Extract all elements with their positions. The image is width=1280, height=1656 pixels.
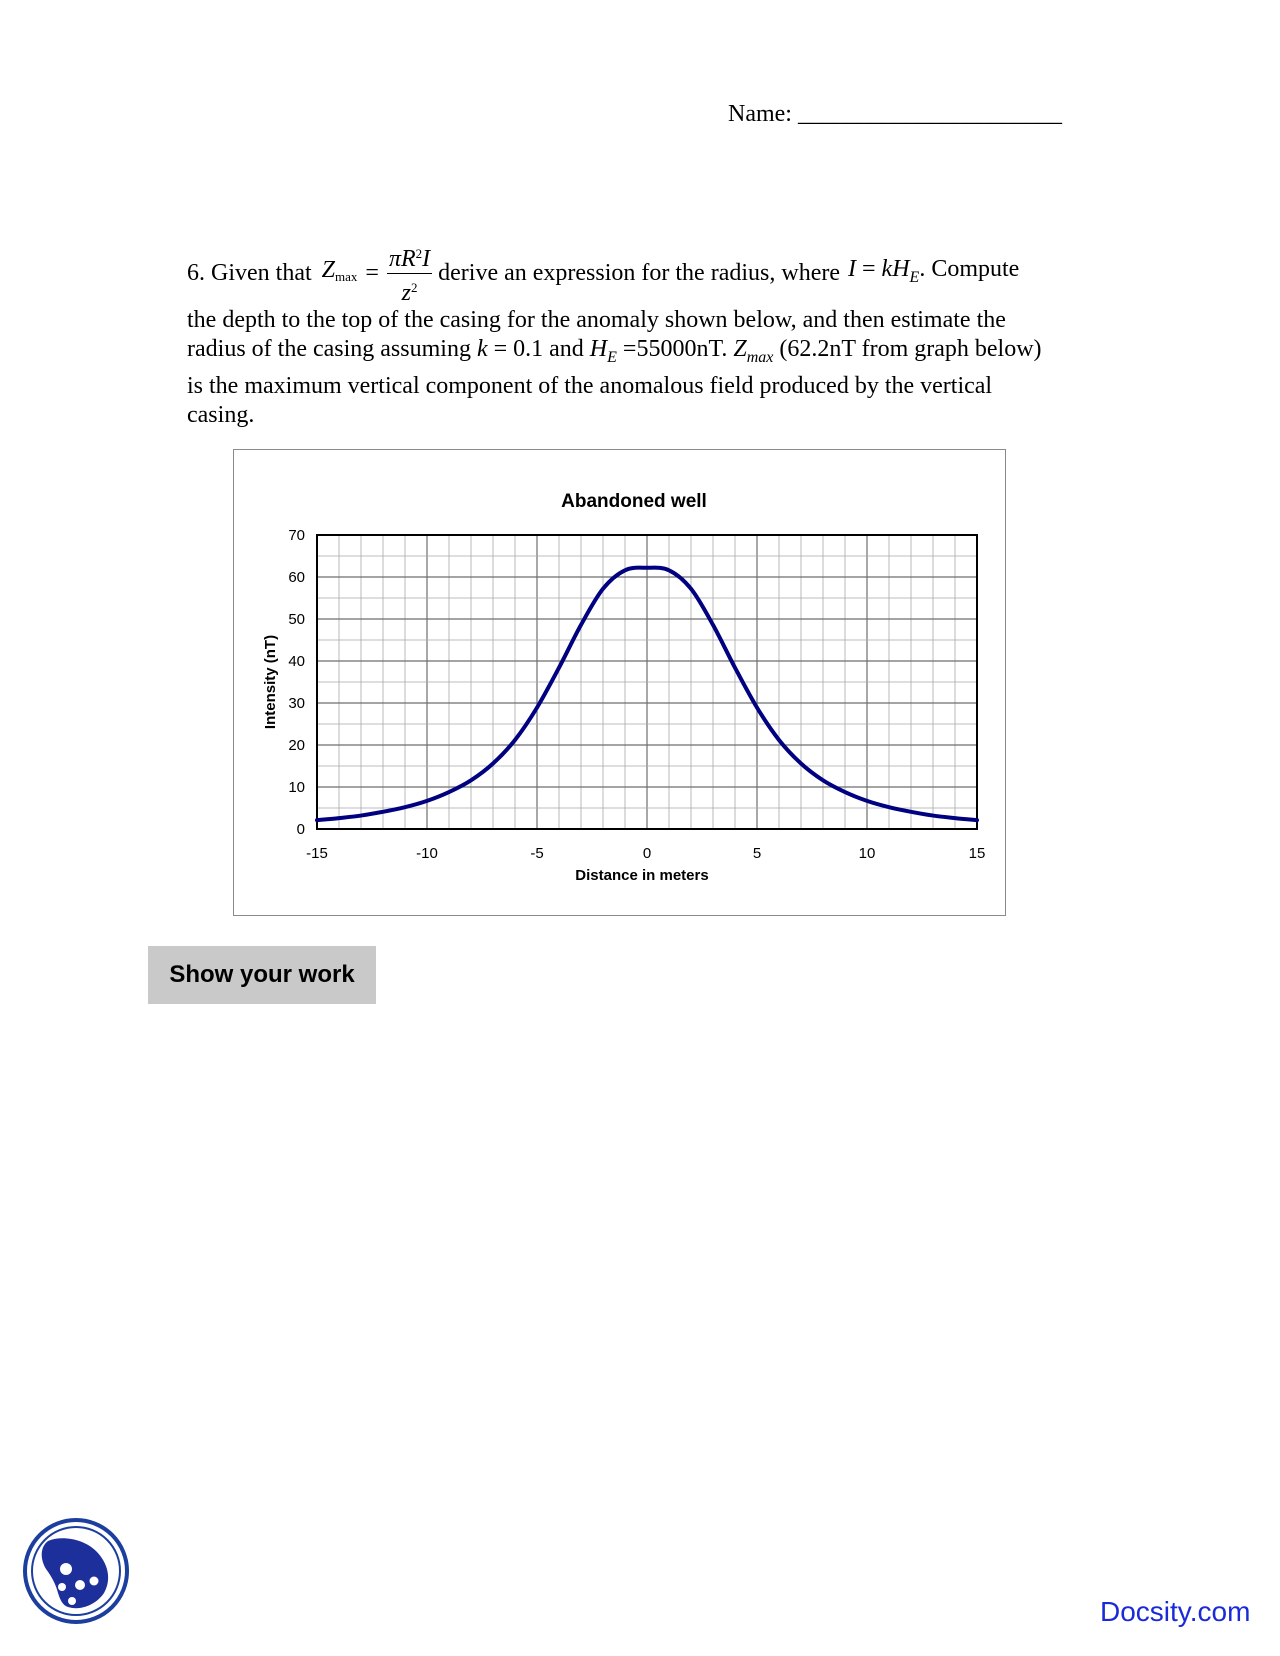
x-tick-label: 5: [752, 845, 762, 862]
y-tick-label: 50: [288, 611, 305, 628]
question-line-4: is the maximum vertical component of the anomalous field produced by the vertical: [187, 372, 993, 399]
question-body: [187, 306, 1087, 430]
chart-grid: [317, 535, 977, 829]
x-tick-label: 15: [968, 845, 986, 862]
question-line-3: radius of the casing assuming k = 0.1 and $H_E =55000nT$. $Z_{max}$ (62.2nT from graph below): [187, 336, 1042, 366]
x-tick-label: -10: [416, 845, 438, 862]
formula-equals: =: [365, 259, 379, 286]
y-tick-label: 30: [288, 695, 305, 712]
formula-numerator: $\pi R^2I$: [387, 240, 432, 274]
question-line-5: casing.: [187, 401, 255, 428]
docsity-logo-icon: [22, 1517, 130, 1625]
x-tick-label: -5: [530, 845, 544, 862]
y-tick-label: 10: [288, 779, 305, 796]
question-6: [187, 240, 1087, 430]
formula-fraction: [387, 240, 432, 307]
abandoned-well-chart: [233, 449, 1006, 916]
question-after-formula: derive an expression for the radius, where: [438, 259, 840, 286]
y-tick-label: 70: [288, 527, 305, 544]
name-field-label: Name: ______________________: [728, 101, 1062, 127]
question-definition: $I = kH_E$. Compute: [848, 255, 1020, 286]
y-axis-label: Intensity (nT): [262, 634, 279, 730]
question-line-2: the depth to the top of the casing for the anomaly shown below, and then estimate the: [187, 307, 1006, 333]
y-axis-ticks: [288, 527, 305, 838]
y-tick-label: 20: [288, 737, 305, 754]
chart-title: Abandoned well: [561, 491, 707, 512]
y-tick-label: 60: [288, 569, 305, 586]
x-tick-label: 10: [858, 845, 876, 862]
formula-denominator: $z^2$: [401, 279, 418, 306]
x-tick-label: 0: [642, 845, 652, 862]
question-first-line: [187, 240, 1087, 306]
zmax-formula: [322, 240, 433, 307]
chart-svg: [234, 450, 1005, 915]
question-intro: 6. Given that: [187, 259, 312, 286]
y-tick-label: 40: [288, 653, 305, 670]
x-axis-ticks: [306, 845, 985, 862]
x-axis-label: Distance in meters: [575, 867, 709, 884]
y-tick-label: 0: [296, 821, 305, 838]
show-your-work-label: Show your work: [148, 946, 376, 1004]
docsity-brand: Docsity.com: [1100, 1596, 1251, 1627]
x-tick-label: -15: [306, 845, 328, 862]
formula-lhs: $Z_{max}$: [321, 256, 358, 284]
